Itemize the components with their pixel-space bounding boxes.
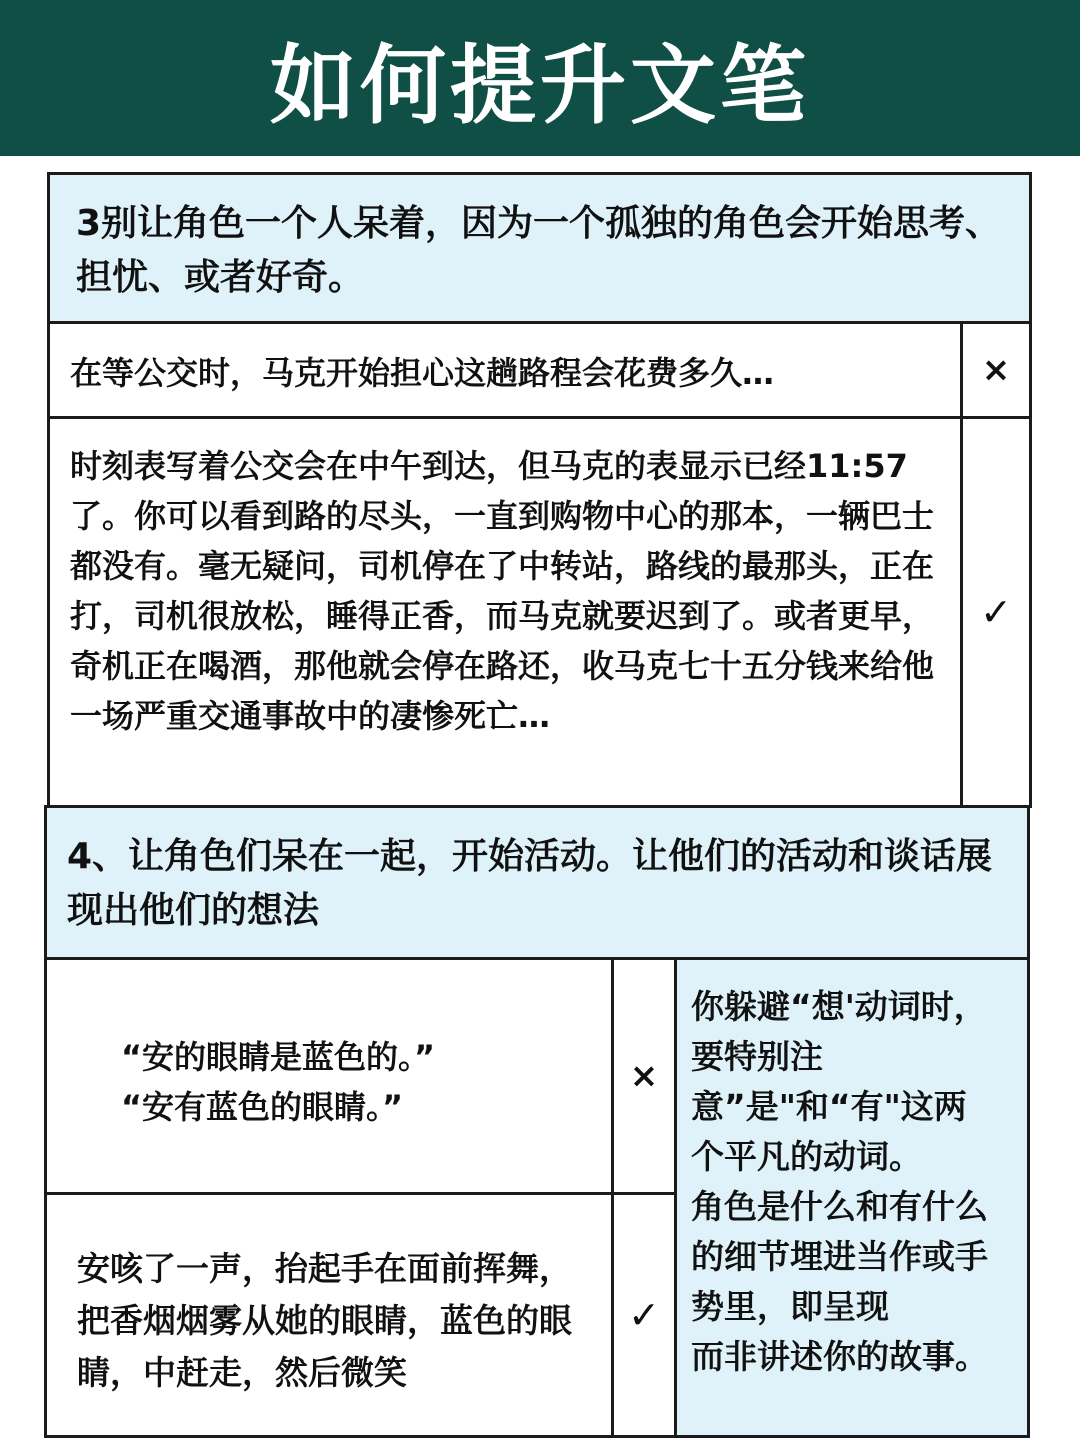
section4-tip-box (674, 957, 1030, 1438)
section4-bad-example-box (44, 957, 614, 1195)
section3-heading-box (47, 172, 1032, 324)
section3-bad-mark-box (960, 321, 1032, 419)
section4-good-example-box (44, 1192, 614, 1438)
page-title: 如何提升文笔 (270, 36, 810, 136)
tip-line: 你躲避“想'动词时， (691, 987, 987, 1026)
section4-bad-line1: “安的眼睛是蓝色的。” (121, 1038, 436, 1076)
section3-heading: 3别让角色一个人呆着，因为一个孤独的角色会开始思考、担忧、或者好奇。 (76, 203, 1002, 298)
tip-line: 个平凡的动词。 (691, 1137, 922, 1176)
section4-bad-mark-box (611, 957, 677, 1195)
tip-line: 势里，即呈现 (691, 1287, 889, 1326)
cross-icon: × (981, 350, 1011, 390)
section3-bad-example-box (47, 321, 963, 419)
tip-line: 的细节埋进当作或手 (691, 1237, 988, 1276)
section3-good-example-box (47, 416, 963, 808)
tip-line: 意”是"和“有"这两 (691, 1087, 967, 1126)
section3-bad-example: 在等公交时，马克开始担心这趟路程会花费多久… (70, 354, 775, 392)
section4-heading: 4、让角色们呆在一起，开始活动。让他们的活动和谈话展现出他们的想法 (67, 836, 993, 931)
tip-line: 而非讲述你的故事。 (691, 1337, 988, 1376)
title-banner (0, 0, 1080, 156)
tip-line: 要特别注 (691, 1037, 823, 1076)
tip-line: 角色是什么和有什么 (691, 1187, 988, 1226)
section4-heading-box (44, 805, 1030, 960)
section4-good-example: 安咳了一声，抬起手在面前挥舞，把香烟烟雾从她的眼睛，蓝色的眼睛，中赶走，然后微笑 (77, 1249, 572, 1392)
cross-icon: × (629, 1056, 659, 1096)
checkmark-icon: ✓ (980, 590, 1012, 634)
section4-good-mark-box (611, 1192, 677, 1438)
checkmark-icon: ✓ (628, 1293, 660, 1337)
section4-bad-line2: “安有蓝色的眼睛。” (121, 1088, 404, 1126)
section3-good-example: 时刻表写着公交会在中午到达，但马克的表显示已经11:57了。你可以看到路的尽头，一直到购物中心的那本，一辆巴士都没有。毫无疑问，司机停在了中转站，路线的最那头，正在打，司机很放松，睡得正香，而马克就要迟到了。或者更早，奇机正在喝酒，那他就会停在路还，收马克七十五分钱来给他一场严重交通事故中的凄惨死亡… (70, 447, 935, 735)
section3-good-mark-box (960, 416, 1032, 808)
